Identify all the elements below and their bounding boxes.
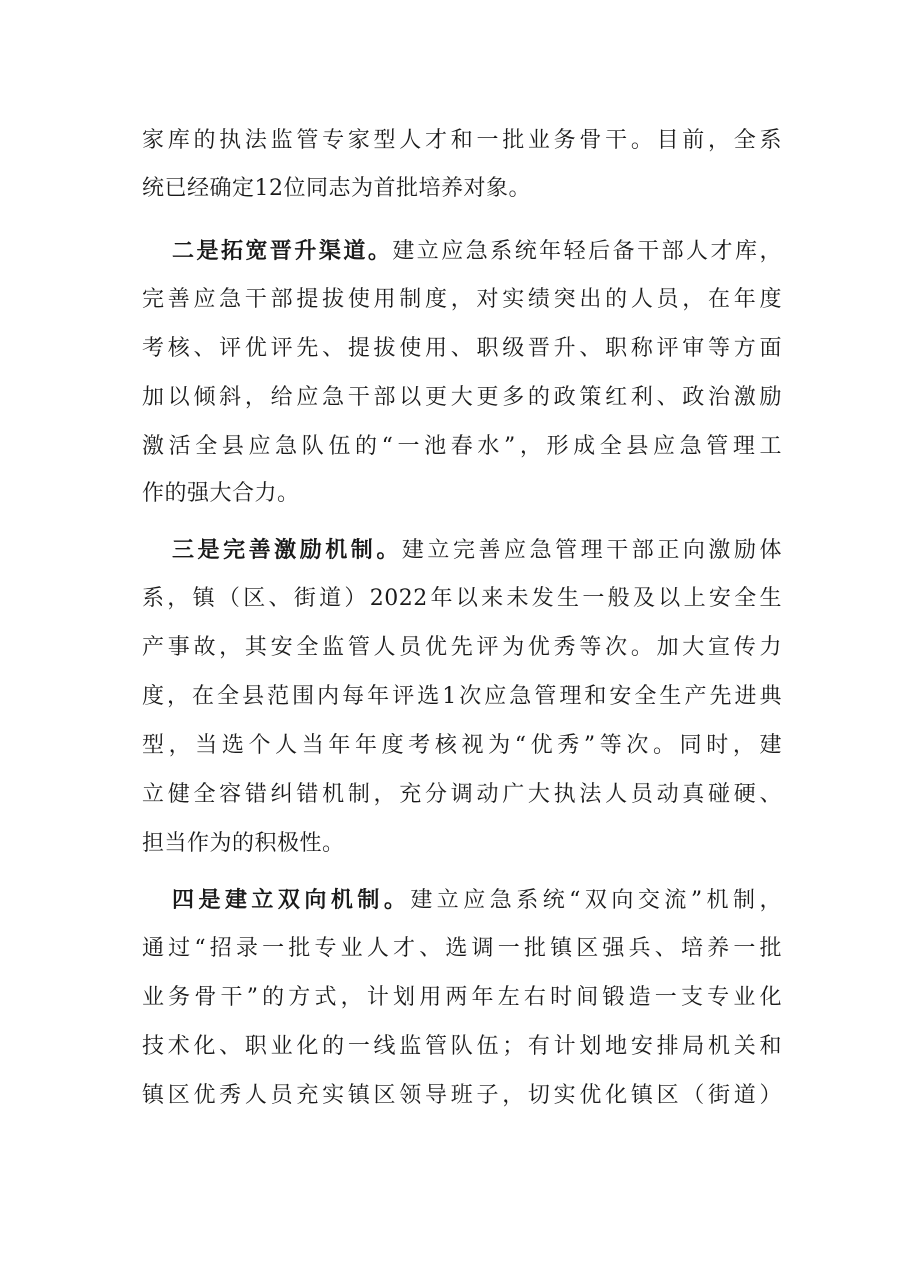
paragraph-1-line-2: 统已经确定12位同志为首批培养对象。 xyxy=(142,176,531,201)
paragraph-3-line-6: 立健全容错纠错机制，充分调动广大执法人员动真碰硬、 xyxy=(142,782,782,807)
paragraph-1-line-1: 家库的执法监管专家型人才和一批业务骨干。目前，全系 xyxy=(142,128,782,153)
paragraph-3-line-5: 型，当选个人当年年度考核视为“优秀”等次。同时，建 xyxy=(142,733,782,758)
paragraph-3-line-2: 系，镇（区、街道）2022年以来未发生一般及以上安全生 xyxy=(142,586,782,611)
paragraph-4-line-4: 技术化、职业化的一线监管队伍；有计划地安排局机关和 xyxy=(142,1034,782,1059)
paragraph-2-line-3: 考核、评优评先、提拔使用、职级晋升、职称评审等方面 xyxy=(142,336,782,361)
paragraph-2-line-1-text: 建立应急系统年轻后备干部人才库， xyxy=(392,239,782,264)
paragraph-2-line-5: 激活全县应急队伍的“一池春水”，形成全县应急管理工 xyxy=(142,434,782,459)
paragraph-2-line-1 xyxy=(172,236,782,266)
paragraph-3-line-7: 担当作为的积极性。 xyxy=(142,831,345,856)
paragraph-3-heading: 三是完善激励机制。 xyxy=(172,537,402,563)
paragraph-4-line-1 xyxy=(172,885,782,915)
paragraph-3-line-1-text: 建立完善应急管理干部正向激励体 xyxy=(401,538,782,563)
paragraph-3-line-1 xyxy=(172,535,782,565)
paragraph-4-line-1-text: 建立应急系统“双向交流”机制， xyxy=(410,888,782,913)
paragraph-2-line-2: 完善应急干部提拔使用制度，对实绩突出的人员，在年度 xyxy=(142,287,782,312)
paragraph-2-heading: 二是拓宽晋升渠道。 xyxy=(172,238,393,264)
paragraph-3-line-4: 度，在全县范围内每年评选1次应急管理和安全生产先进典 xyxy=(142,684,782,709)
paragraph-3-line-3: 产事故，其安全监管人员优先评为优秀等次。加大宣传力 xyxy=(142,635,782,660)
paragraph-4-heading: 四是建立双向机制。 xyxy=(172,887,411,913)
paragraph-4-line-3: 业务骨干”的方式，计划用两年左右时间锻造一支专业化 xyxy=(142,985,782,1010)
paragraph-4-line-5: 镇区优秀人员充实镇区领导班子，切实优化镇区（街道） xyxy=(142,1083,782,1108)
paragraph-4-line-2: 通过“招录一批专业人才、选调一批镇区强兵、培养一批 xyxy=(142,936,782,961)
paragraph-2-line-4: 加以倾斜，给应急干部以更大更多的政策红利、政治激励 xyxy=(142,385,782,410)
paragraph-2-line-6: 作的强大合力。 xyxy=(142,481,300,506)
